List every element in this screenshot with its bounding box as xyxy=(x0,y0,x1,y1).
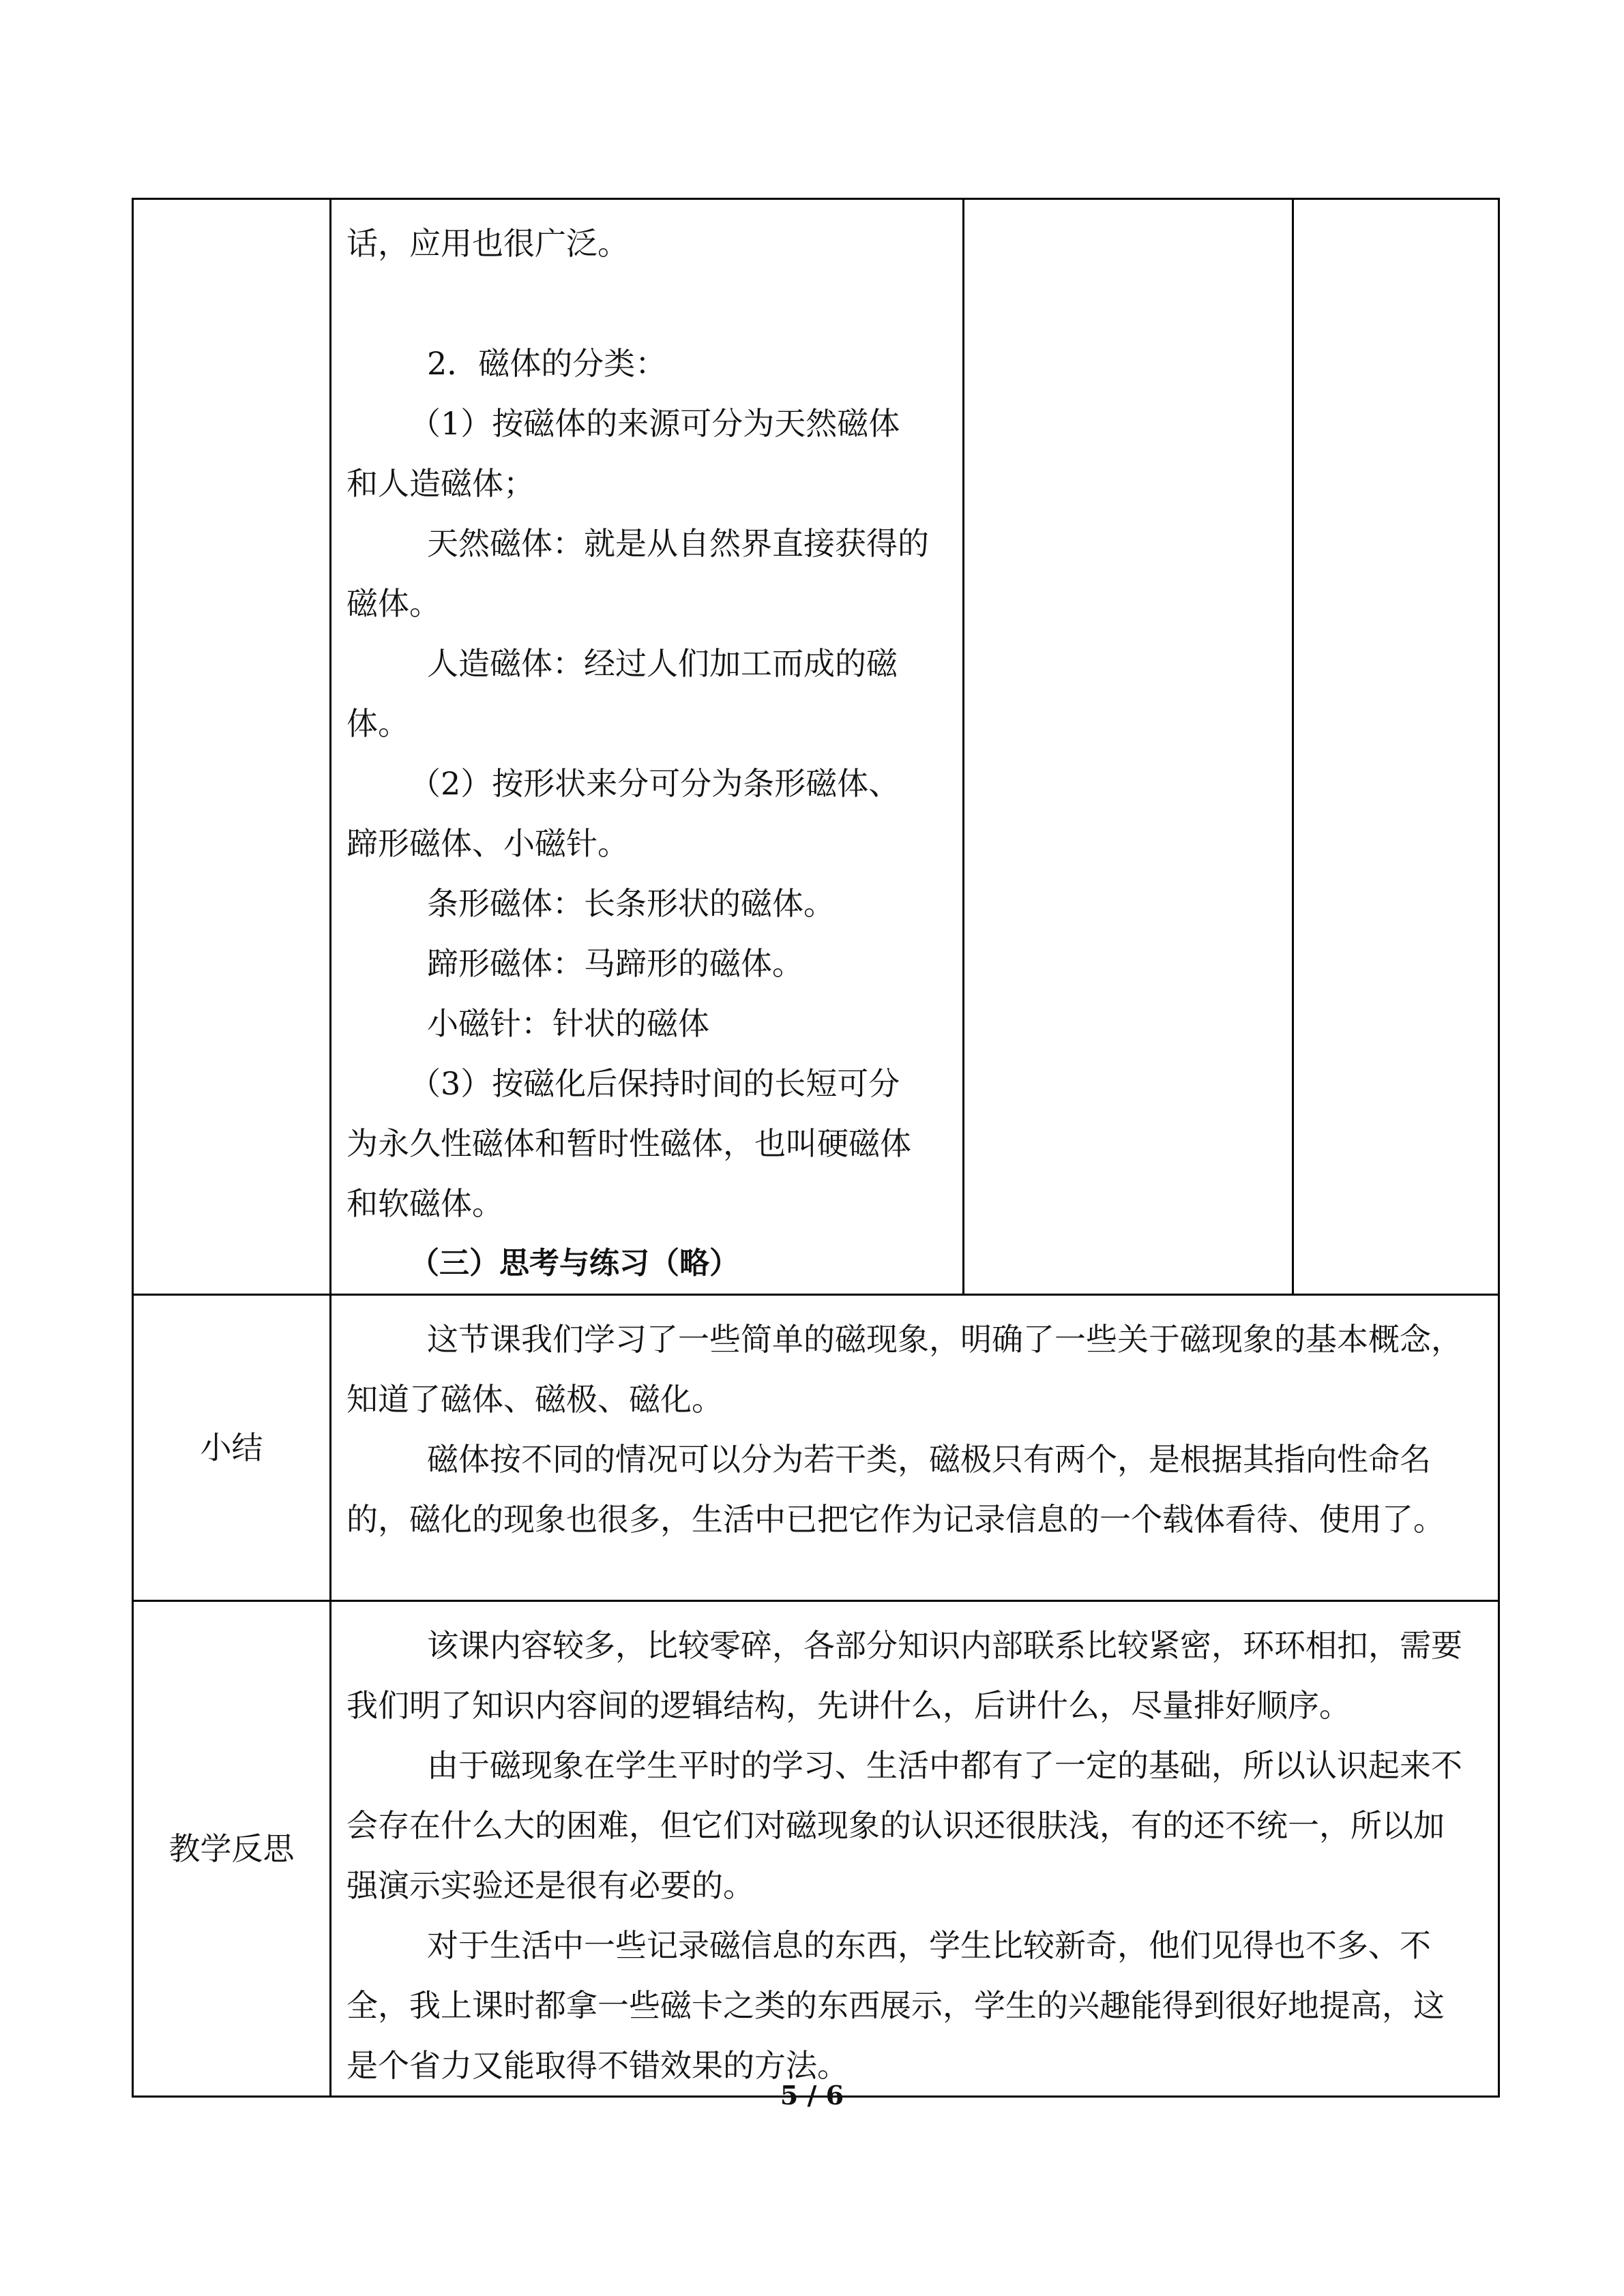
reflection-label: 教学反思 xyxy=(133,1601,331,2097)
content-line xyxy=(346,273,942,333)
paragraph: 这节课我们学习了一些简单的磁现象，明确了一些关于磁现象的基本概念，知道了磁体、磁极、磁化。 xyxy=(346,1321,1462,1418)
content-line: （2）按形状来分可分为条形磁体、 xyxy=(409,765,900,802)
content-line: （3）按磁化后保持时间的长短可分 xyxy=(409,1065,900,1102)
content-row xyxy=(133,199,1499,1295)
paragraph: 磁体按不同的情况可以分为若干类，磁极只有两个，是根据其指向性命名的，磁化的现象也很多，生活中已把它作为记录信息的一个载体看待、使用了。 xyxy=(346,1441,1445,1538)
content-line: 为永久性磁体和暂时性磁体，也叫硬磁体 xyxy=(346,1125,911,1162)
summary-row xyxy=(133,1295,1499,1601)
reflection-content xyxy=(331,1601,1499,2097)
lesson-plan-table xyxy=(132,198,1500,2098)
content-line: （三）思考与练习（略） xyxy=(409,1246,739,1281)
content-line: 条形磁体：长条形状的磁体。 xyxy=(427,885,835,922)
content-line: 天然磁体：就是从自然界直接获得的 xyxy=(427,525,929,562)
content-line: 蹄形磁体：马蹄形的磁体。 xyxy=(427,945,803,982)
reflection-paragraphs xyxy=(331,1602,1498,2096)
content-line: 磁体。 xyxy=(346,585,441,622)
summary-paragraphs xyxy=(331,1296,1498,1549)
reflection-row xyxy=(133,1601,1499,2097)
summary-content xyxy=(331,1295,1499,1601)
empty-cell-3 xyxy=(964,199,1293,1295)
content-line: 人造磁体：经过人们加工而成的磁 xyxy=(427,645,898,682)
content-line: 小磁针：针状的磁体 xyxy=(427,1005,709,1042)
paragraph: 该课内容较多，比较零碎，各部分知识内部联系比较紧密，环环相扣，需要我们明了知识内容间的逻辑结构，先讲什么，后讲什么，尽量排好顺序。 xyxy=(346,1627,1462,1724)
content-line: 蹄形磁体、小磁针。 xyxy=(346,825,629,862)
page-number: 5 / 6 xyxy=(780,2080,844,2111)
content-line: 2．磁体的分类： xyxy=(427,345,667,382)
content-lines xyxy=(331,200,962,1294)
paragraph: 对于生活中一些记录磁信息的东西，学生比较新奇，他们见得也不多、不全，我上课时都拿一些磁卡之类的东西展示，学生的兴趣能得到很好地提高，这是个省力又能取得不错效果的方法。 xyxy=(346,1927,1445,2084)
content-line: （1）按磁体的来源可分为天然磁体 xyxy=(409,405,900,442)
row-label-cell-empty xyxy=(133,199,331,1295)
paragraph: 由于磁现象在学生平时的学习、生活中都有了一定的基础，所以认识起来不会存在什么大的困难，但它们对磁现象的认识还很肤浅，有的还不统一，所以加强演示实验还是很有必要的。 xyxy=(346,1747,1462,1904)
content-line: 和人造磁体； xyxy=(346,465,535,502)
summary-label: 小结 xyxy=(133,1295,331,1601)
content-line: 话，应用也很广泛。 xyxy=(346,225,629,262)
empty-cell-4 xyxy=(1293,199,1499,1295)
content-cell xyxy=(331,199,964,1295)
content-line: 和软磁体。 xyxy=(346,1185,503,1222)
content-line: 体。 xyxy=(346,705,409,742)
